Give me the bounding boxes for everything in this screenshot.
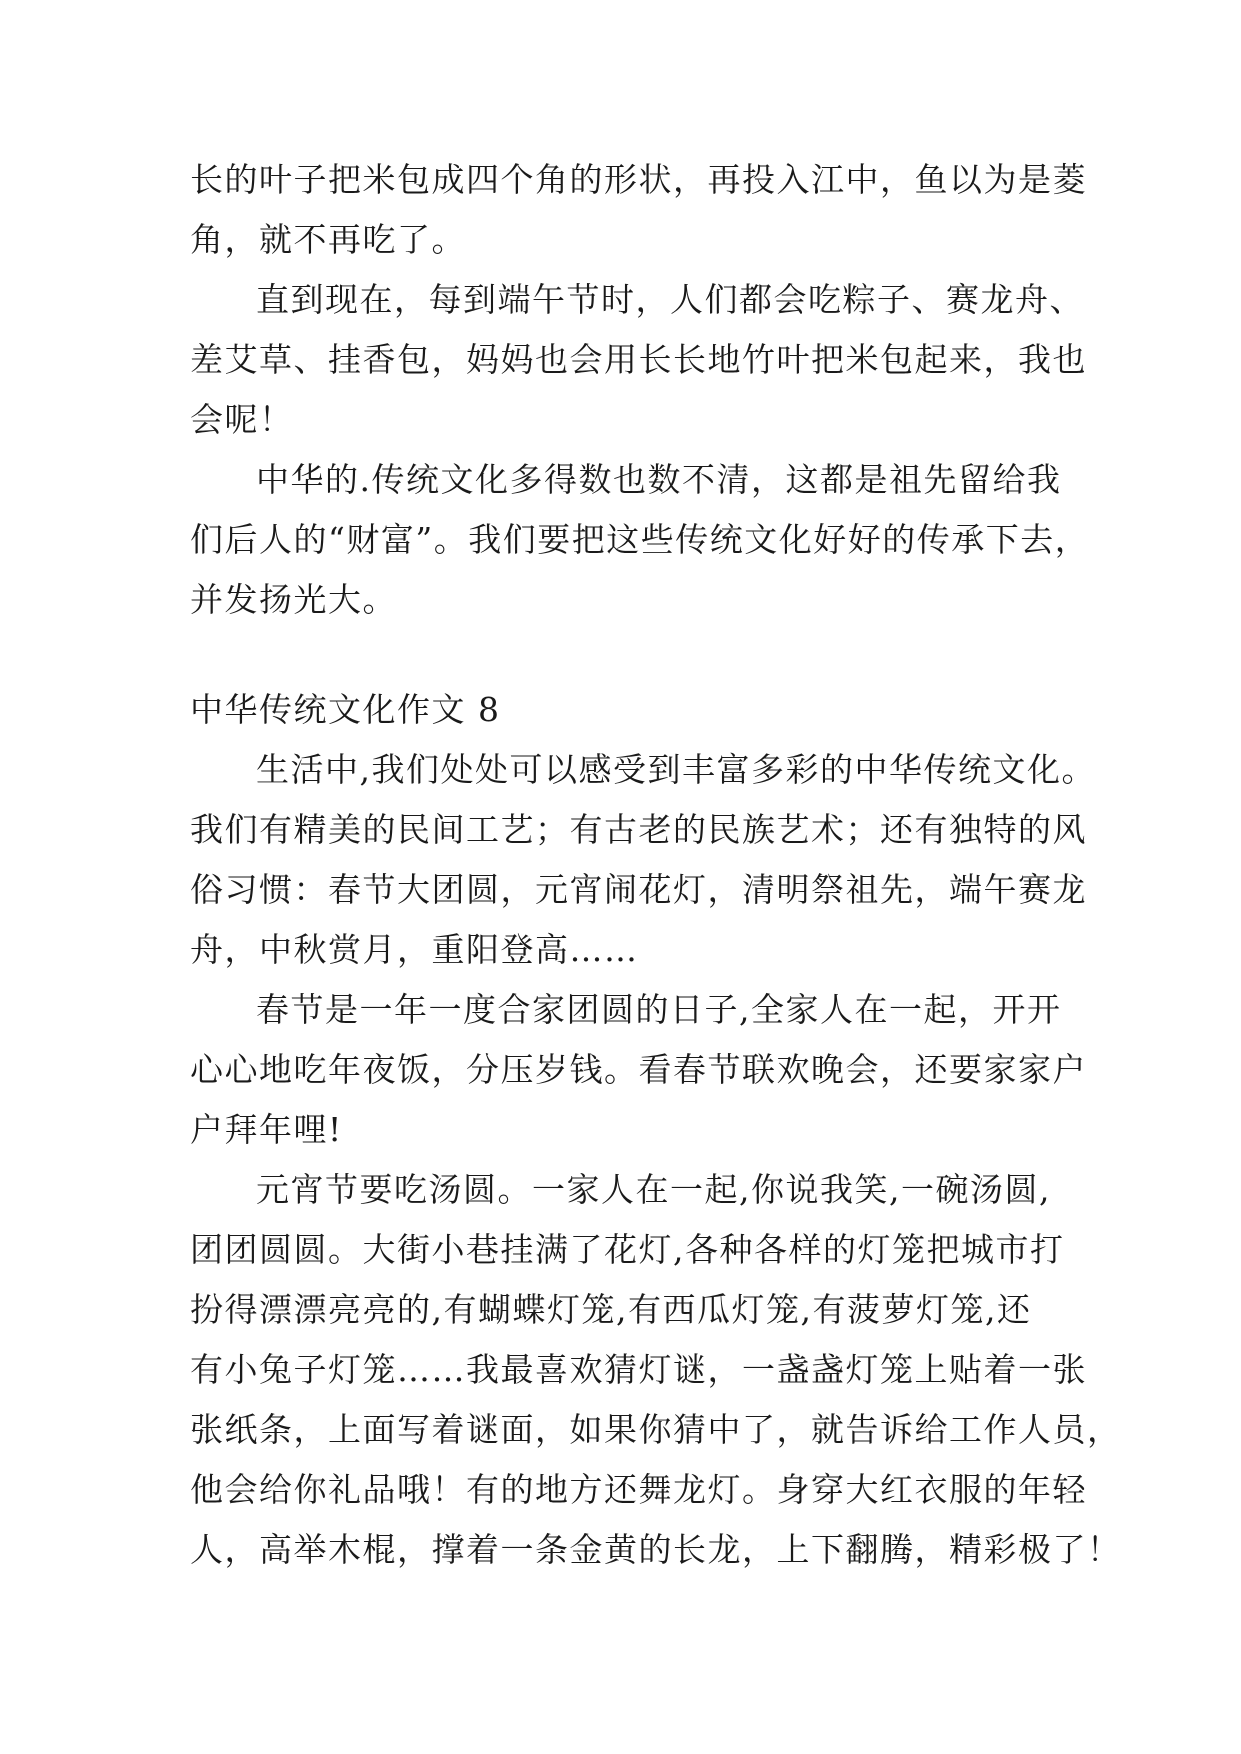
- text-line: 户拜年哩!: [190, 1110, 343, 1149]
- text-line: 长的叶子把米包成四个角的形状，再投入江中，鱼以为是菱: [190, 160, 1087, 199]
- text-line: 俗习惯：春节大团圆，元宵闹花灯，清明祭祖先，端午赛龙: [190, 870, 1087, 909]
- text-line: 有小兔子灯笼……我最喜欢猜灯谜，一盏盏灯笼上贴着一张: [190, 1350, 1087, 1389]
- text-line: 直到现在，每到端午节时，人们都会吃粽子、赛龙舟、: [256, 280, 1084, 319]
- text-line: 心心地吃年夜饭，分压岁钱。看春节联欢晚会，还要家家户: [190, 1050, 1087, 1089]
- section-1: [190, 150, 1090, 630]
- text-line: 舟，中秋赏月，重阳登高……: [190, 930, 639, 969]
- text-line: 扮得漂漂亮亮的,有蝴蝶灯笼,有西瓜灯笼,有菠萝灯笼,还: [190, 1290, 1032, 1329]
- text-line: 元宵节要吃汤圆。一家人在一起,你说我笑,一碗汤圆,: [256, 1170, 1051, 1209]
- paragraph-dumplings-end: [190, 150, 1087, 270]
- text-line: 人，高举木棍，撑着一条金黄的长龙，上下翻腾，精彩极了！: [190, 1530, 1122, 1569]
- text-line: 生活中,我们处处可以感受到丰富多彩的中华传统文化。: [256, 750, 1096, 789]
- text-line: 他会给你礼品哦！有的地方还舞龙灯。身穿大红衣服的年轻: [190, 1470, 1087, 1509]
- text-line: 并发扬光大。: [190, 580, 397, 619]
- section-2: [190, 680, 1122, 1580]
- text-line: 团团圆圆。大街小巷挂满了花灯,各种各样的灯笼把城市打: [190, 1230, 1065, 1269]
- text-line: 春节是一年一度合家团圆的日子,全家人在一起，开开: [256, 990, 1062, 1029]
- text-line: 会呢！: [190, 400, 294, 439]
- text-line: 差艾草、挂香包，妈妈也会用长长地竹叶把米包起来，我也: [190, 340, 1087, 379]
- paragraph-dragon-boat-today: [190, 270, 1087, 450]
- paragraph-heritage-conclusion: [190, 450, 1090, 630]
- text-line: 张纸条，上面写着谜面，如果你猜中了，就告诉给工作人员，: [190, 1410, 1122, 1449]
- text-line: 们后人的“财富”。我们要把这些传统文化好好的传承下去，: [190, 520, 1090, 559]
- paragraph-spring-festival: [190, 980, 1087, 1160]
- text-line: 角，就不再吃了。: [190, 220, 466, 259]
- paragraph-traditions-intro: [190, 740, 1096, 980]
- text-line: 我们有精美的民间工艺；有古老的民族艺术；还有独特的风: [190, 810, 1087, 849]
- essay-heading: [190, 680, 1070, 740]
- text-line: 中华的.传统文化多得数也数不清，这都是祖先留给我: [256, 460, 1062, 499]
- paragraph-lantern-festival: [190, 1160, 1122, 1580]
- essay-title: 中华传统文化作文 8: [190, 690, 501, 729]
